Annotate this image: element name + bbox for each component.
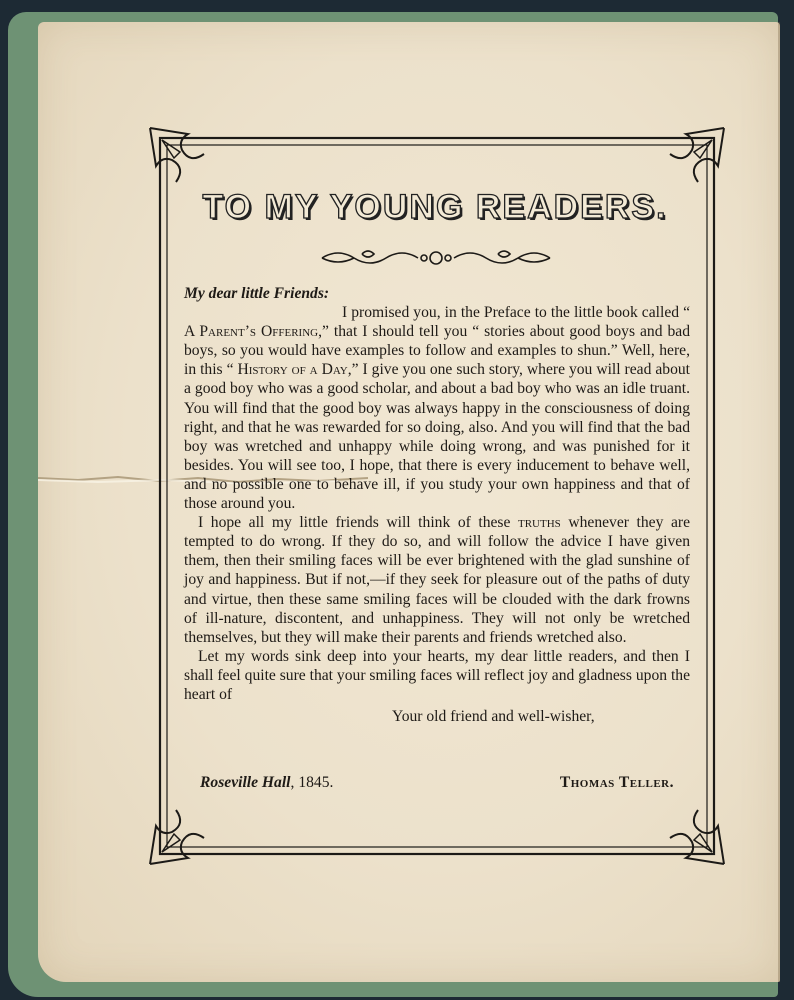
paragraph-1: I promised you, in the Preface to the little book called “ A Parent’s Offering,” that I should tell you “ stories about good boys and bad boys, so you would have examples to follow and examples to shun.” Well, here, in this “ History of a Day,” I give you one such story, where you will read about a good boy who was a good scholar, and about a bad boy who was an idle truant. You will find that the good boy was always happy in the consciousness of doing right, and that he was rewarded for so doing, also. And you will find that the bad boy was wretched and unhappy while doing wrong, and was punished for it besides. You will see too, I hope, that there is every inducement to behave well, and no possible one to behave ill, if you study your own happiness and that of those around you.	[184, 304, 690, 513]
closing-line: Your old friend and well-wisher,	[392, 708, 595, 726]
page-edge	[778, 22, 780, 982]
place-date	[200, 774, 333, 792]
place: Roseville Hall	[200, 774, 291, 791]
truths-word: truths	[518, 514, 561, 532]
page-title: TO MY YOUNG READERS.	[202, 188, 668, 226]
paragraph-2: I hope all my little friends will think of these truths whenever they are tempted to do wrong. If they do so, and will follow the advice I have given them, then their smiling faces will be ever brightened with the glad sunshine of joy and happiness. But if not,—if they seek for pleasure out of the paths of duty and virtue, then these same smiling faces will be clouded with the dark frowns of ill-nature, discontent, and unhappiness. They will not only be wretched themselves, but they will make their parents and friends wretched also.	[184, 514, 690, 646]
salutation: My dear little Friends:	[184, 285, 330, 302]
signature: Thomas Teller.	[559, 774, 674, 791]
letter-footer	[200, 774, 674, 792]
ornament-divider	[318, 244, 554, 272]
book-title: Parent’s Offering	[199, 323, 319, 341]
paragraph-3: Let my words sink deep into your hearts, my dear little readers, and then I shall feel quite sure that your smiling faces will reflect joy and gladness upon the heart of	[184, 647, 690, 703]
year: , 1845.	[290, 774, 334, 791]
story-title: History of a Day	[237, 361, 348, 379]
letter-body	[184, 284, 690, 726]
